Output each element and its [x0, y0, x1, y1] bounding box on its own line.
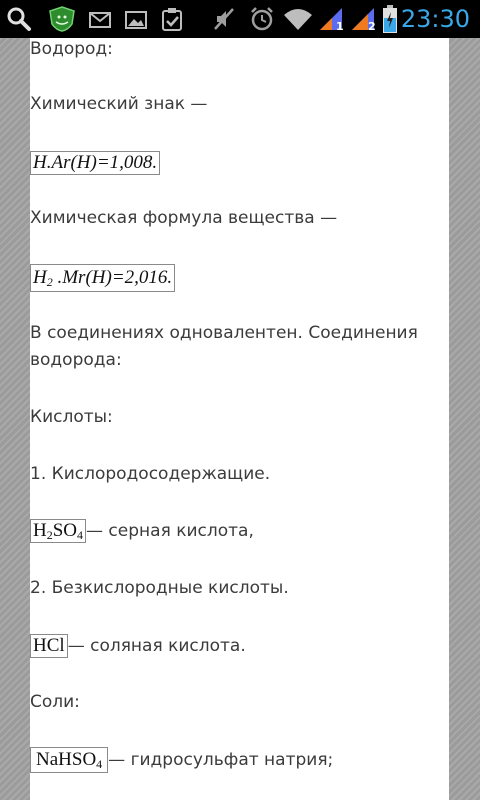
text-line: водорода:: [30, 350, 122, 370]
search-icon: [6, 6, 32, 32]
formula-image: H.Ar(H)=1,008.: [30, 151, 160, 175]
android-shield-icon: [48, 6, 76, 32]
article-page[interactable]: [30, 38, 449, 800]
text-line: — соляная кислота.: [67, 636, 246, 656]
signal-2-label: 2: [368, 20, 376, 33]
clock: 23:30: [400, 5, 470, 33]
status-bar: [0, 0, 480, 38]
text-line: — серная кислота,: [86, 521, 254, 541]
formula-row: [30, 264, 175, 292]
formula-image: HCl: [30, 634, 68, 658]
formula-image: $H_2$ .Mr(H)=2,016.: [30, 264, 175, 292]
text-line: Водород:: [30, 39, 113, 59]
image-icon: [124, 6, 148, 32]
formula-image: $H_2SO_4$: [30, 519, 86, 543]
text-line: Химическая формула вещества —: [30, 208, 338, 228]
text-line: Соли:: [30, 692, 80, 712]
text-line: 2. Безкислородные кислоты.: [30, 578, 289, 598]
formula-row: [30, 151, 160, 175]
text-line: Химический знак —: [30, 94, 208, 114]
background-left: [0, 38, 30, 800]
background-right: [449, 38, 480, 800]
text-line: 1. Кислородосодержащие.: [30, 464, 271, 484]
clipboard-check-icon: [160, 6, 184, 32]
formula-image: NaHSO$_4$: [30, 747, 108, 773]
signal-1-label: 1: [336, 20, 344, 33]
battery-charging-icon: [382, 4, 398, 34]
mail-icon: [88, 6, 112, 32]
formula-row: [30, 519, 254, 543]
text-line: — гидросульфат натрия;: [108, 750, 334, 770]
formula-row: [30, 634, 246, 658]
wifi-icon: [283, 6, 313, 32]
mute-icon: [212, 6, 236, 32]
alarm-icon: [249, 6, 275, 32]
text-line: В соединениях одновалентен. Соединения: [30, 323, 418, 343]
formula-row: [30, 747, 333, 773]
text-line: Кислоты:: [30, 407, 113, 427]
